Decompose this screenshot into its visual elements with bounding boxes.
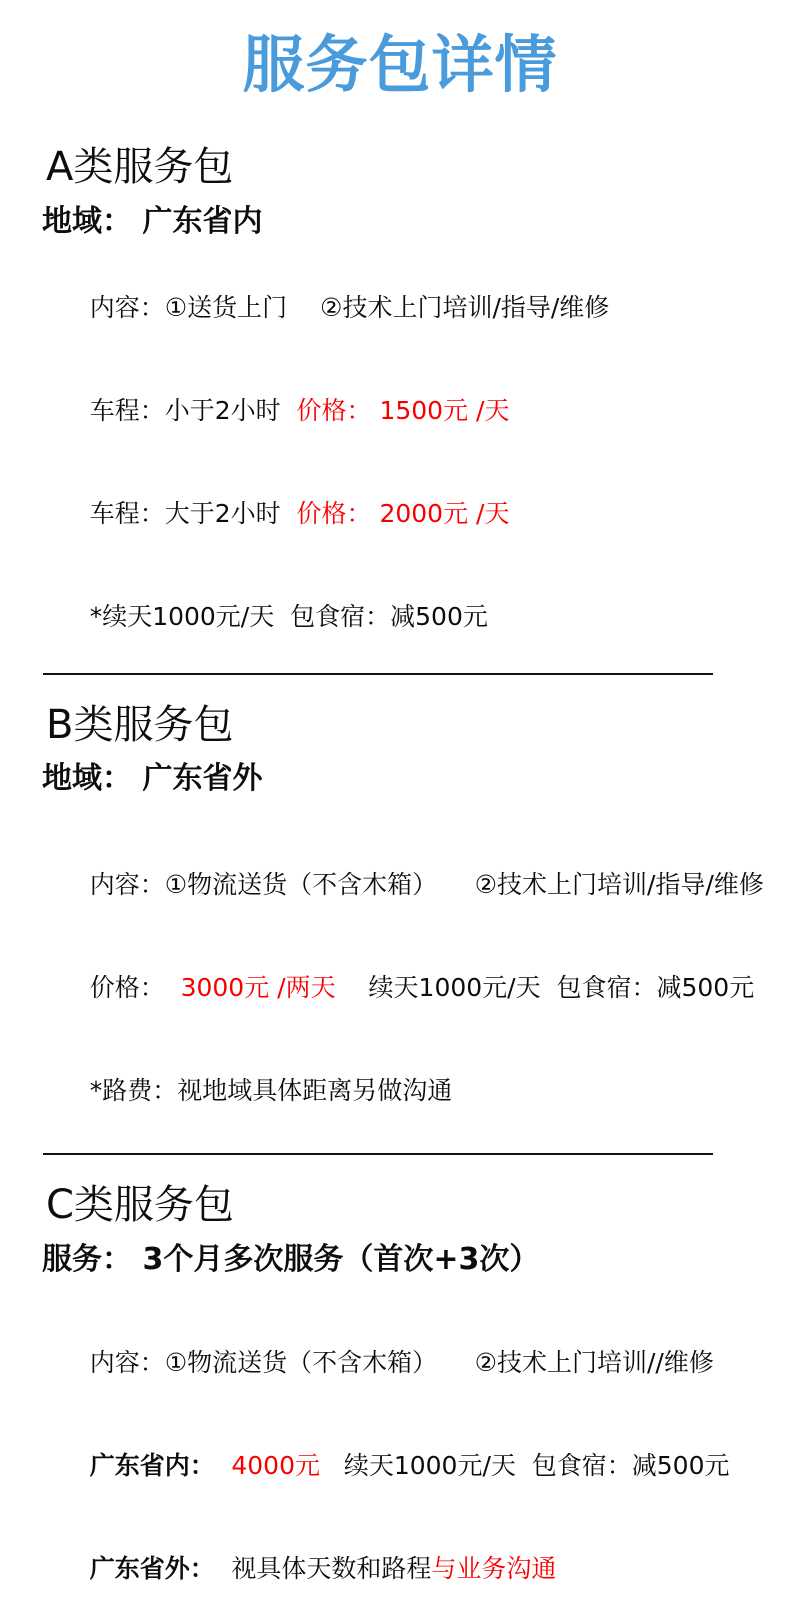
package-a-price-text-2: 价格： 2000元 /天: [296, 499, 510, 529]
package-c-province-out-text: 视具体天数和路程: [223, 1554, 432, 1584]
package-b-section: [0, 703, 800, 1136]
package-c-province-out-highlight: 与业务沟通: [431, 1554, 557, 1584]
package-a-content-text: 内容：①送货上门 ②技术上门培训/指导/维修: [89, 293, 610, 323]
package-b-heading: B类服务包: [46, 702, 234, 749]
package-c-province-in-extra: 续天1000元/天 包食宿：减500元: [327, 1451, 730, 1481]
package-a-note-text: *续天1000元/天 包食宿：减500元: [89, 602, 488, 632]
package-b-content-text: 内容：①物流送货（不含木箱） ②技术上门培训/指导/维修: [89, 870, 764, 900]
section-divider-2: [43, 1153, 713, 1155]
package-a-content-line: [42, 263, 800, 353]
package-a-note-line: [42, 572, 800, 662]
package-c-province-in-price: 4000元: [223, 1451, 328, 1481]
package-c-province-in-label: 广东省内：: [89, 1451, 224, 1481]
package-c-service-line: 服务： 3个月多次服务（首次+3次）: [42, 1242, 540, 1278]
package-c-content-text: 内容：①物流送货（不含木箱） ②技术上门培训//维修: [89, 1348, 714, 1378]
package-c-content-line: [42, 1318, 800, 1408]
package-c-province-out-label: 广东省外：: [89, 1554, 224, 1584]
package-c-heading: C类服务包: [46, 1182, 234, 1229]
package-a-price-line-2: [42, 469, 800, 559]
package-a-price-text-1: 价格： 1500元 /天: [296, 396, 510, 426]
package-b-price-line: [42, 943, 800, 1033]
package-b-note-line: [42, 1046, 800, 1136]
section-divider-1: [43, 673, 713, 675]
package-a-region-line: 地域： 广东省内: [42, 204, 263, 240]
page-title: 服务包详情: [242, 28, 558, 101]
package-c-province-out-line: [42, 1524, 800, 1614]
package-a-trip-text-2: 车程：大于2小时: [89, 499, 297, 529]
package-a-trip-text-1: 车程：小于2小时: [89, 396, 297, 426]
package-b-price-label: 价格：: [89, 973, 173, 1003]
package-b-price-text: 3000元 /两天: [172, 973, 336, 1003]
package-b-price-extra-text: 续天1000元/天 包食宿：减500元: [335, 973, 755, 1003]
package-b-note-text: *路费：视地域具体距离另做沟通: [89, 1076, 453, 1106]
package-c-province-in-line: [42, 1421, 800, 1511]
package-a-heading: A类服务包: [46, 144, 234, 191]
package-b-content-line: [42, 840, 800, 930]
package-c-section: [0, 1183, 800, 1614]
package-b-region-line: 地域： 广东省外: [42, 761, 263, 797]
package-a-section: [0, 145, 800, 662]
package-a-price-line-1: [42, 366, 800, 456]
